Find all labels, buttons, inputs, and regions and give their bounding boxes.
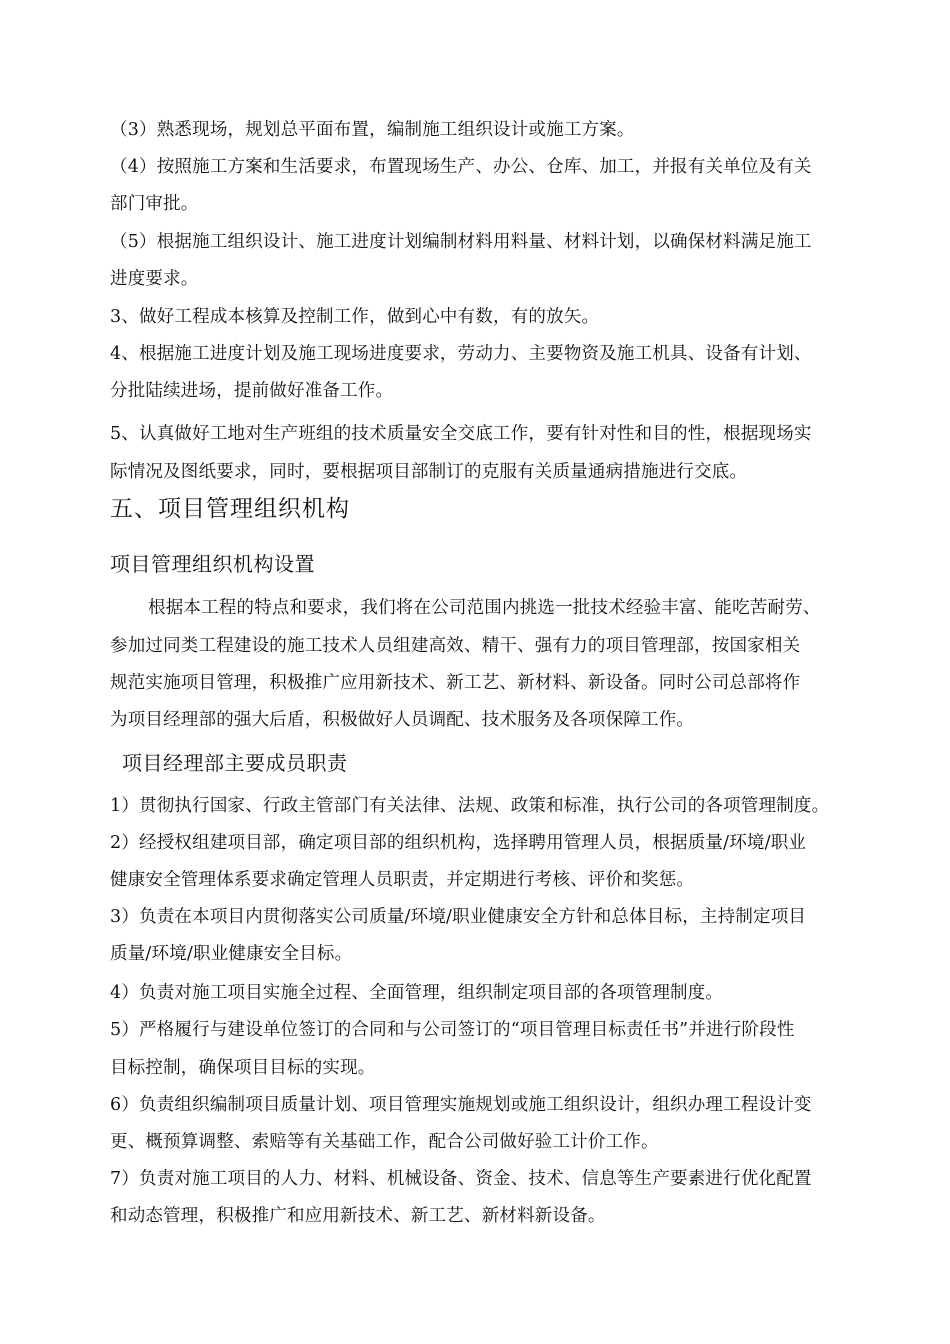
duty-line: 和动态管理，积极推广和应用新技术、新工艺、新材料新设备。 (110, 1206, 606, 1226)
text-line: （4）按照施工方案和生活要求，布置现场生产、办公、仓库、加工，并报有关单位及有关 (110, 157, 812, 177)
duty-line: 4）负责对施工项目实施全过程、全面管理，组织制定项目部的各项管理制度。 (110, 983, 724, 1003)
paragraph-line: 规范实施项目管理，积极推广应用新技术、新工艺、新材料、新设备。同时公司总部将作 (110, 673, 801, 693)
duty-line: 3）负责在本项目内贯彻落实公司质量/环境/职业健康安全方针和总体目标，主持制定项目 (110, 907, 807, 927)
paragraph-line: 为项目经理部的强大后盾，积极做好人员调配、技术服务及各项保障工作。 (110, 710, 695, 730)
text-line: 5、认真做好工地对生产班组的技术质量安全交底工作，要有针对性和目的性，根据现场实 (110, 424, 812, 444)
text-line: （5）根据施工组织设计、施工进度计划编制材料用料量、材料计划，以确保材料满足施工 (110, 232, 812, 252)
duties-title: 项目经理部主要成员职责 (122, 751, 348, 775)
text-line: 际情况及图纸要求，同时，要根据项目部制订的克服有关质量通病措施进行交底。 (110, 462, 748, 482)
duty-line: 更、概预算调整、索赔等有关基础工作，配合公司做好验工计价工作。 (110, 1132, 659, 1152)
duty-line: 健康安全管理体系要求确定管理人员职责，并定期进行考核、评价和奖惩。 (110, 870, 695, 890)
text-line: （3）熟悉现场，规划总平面布置，编制施工组织设计或施工方案。 (110, 120, 635, 140)
text-line: 3、做好工程成本核算及控制工作，做到心中有数，有的放矢。 (110, 307, 600, 327)
text-line: 部门审批。 (110, 194, 199, 214)
duty-line: 质量/环境/职业健康安全目标。 (110, 944, 353, 964)
duty-line: 7）负责对施工项目的人力、材料、机械设备、资金、技术、信息等生产要素进行优化配置 (110, 1169, 812, 1189)
text-line: 分批陆续进场，提前做好准备工作。 (110, 381, 394, 401)
paragraph-line: 参加过同类工程建设的施工技术人员组建高效、精干、强有力的项目管理部，按国家相关 (110, 636, 801, 656)
subsection-title: 项目管理组织机构设置 (110, 552, 315, 576)
duty-line: 5）严格履行与建设单位签订的合同和与公司签订的“项目管理目标责任书”并进行阶段性 (110, 1020, 795, 1040)
text-line: 4、根据施工进度计划及施工现场进度要求，劳动力、主要物资及施工机具、设备有计划、 (110, 344, 812, 364)
text-line: 进度要求。 (110, 269, 199, 289)
paragraph-line: 根据本工程的特点和要求，我们将在公司范围内挑选一批技术经验丰富、能吃苦耐劳、 (148, 598, 821, 618)
duty-line: 6）负责组织编制项目质量计划、项目管理实施规划或施工组织设计，组织办理工程设计变 (110, 1095, 812, 1115)
duty-line: 2）经授权组建项目部，确定项目部的组织机构，选择聘用管理人员，根据质量/环境/职业 (110, 833, 807, 853)
duty-line: 1）贯彻执行国家、行政主管部门有关法律、法规、政策和标准，执行公司的各项管理制度。 (110, 796, 830, 816)
duty-line: 目标控制，确保项目目标的实现。 (110, 1058, 376, 1078)
section-title: 五、项目管理组织机构 (110, 496, 350, 522)
